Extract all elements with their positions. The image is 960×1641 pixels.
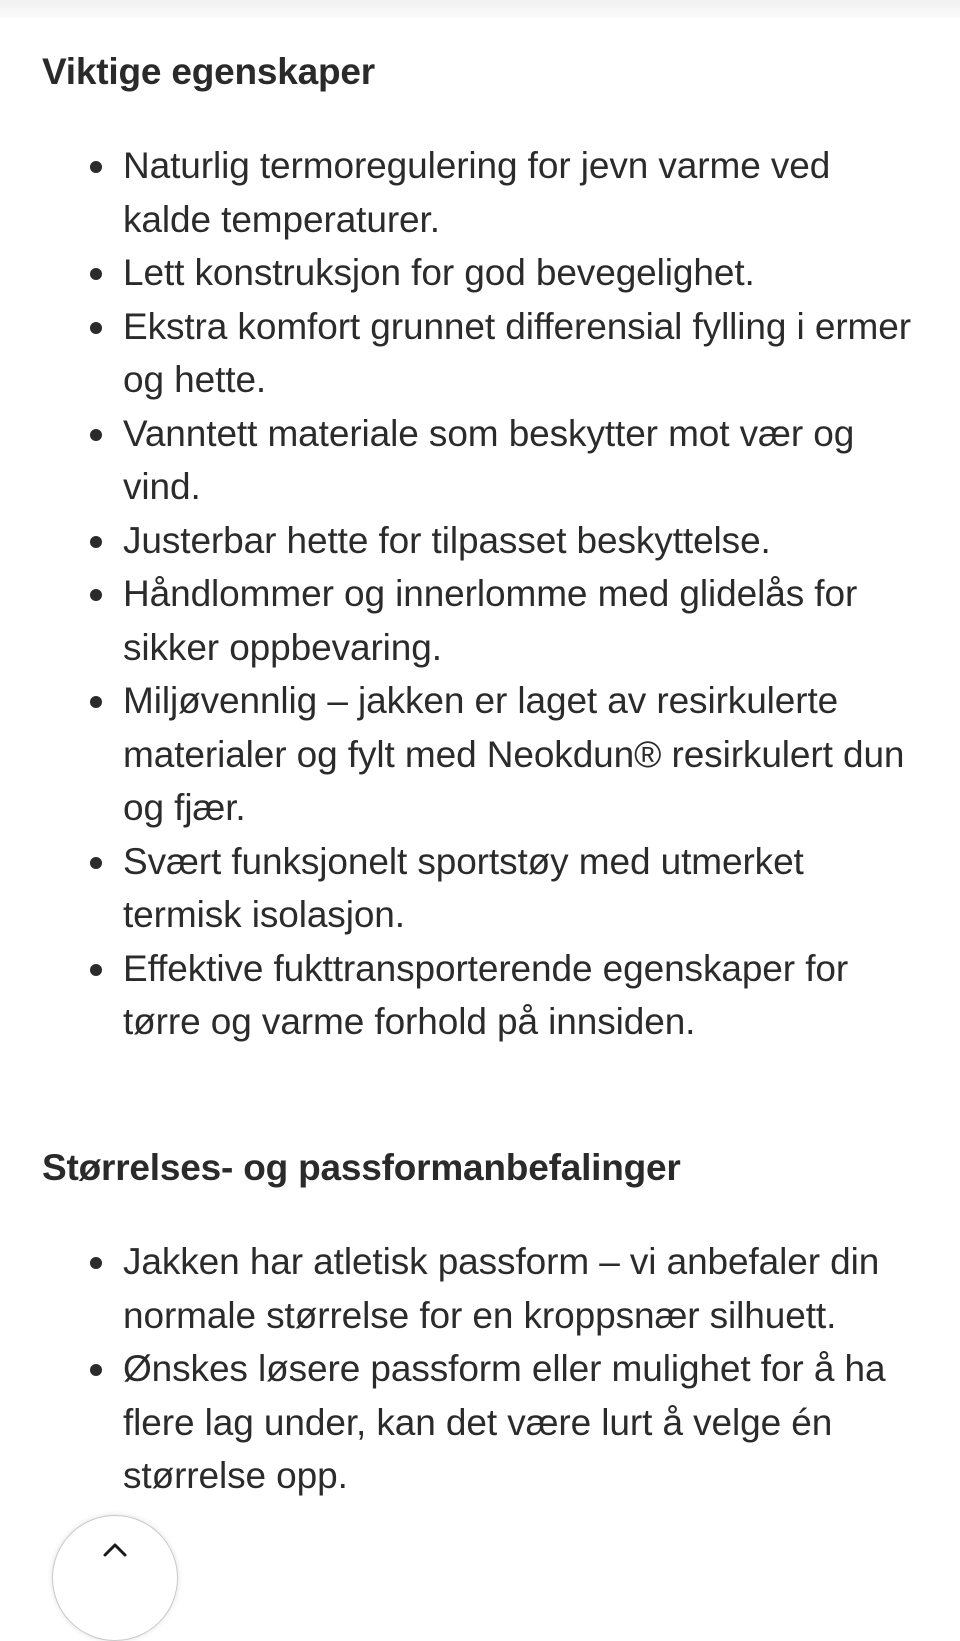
bullet-icon	[90, 429, 102, 441]
chevron-up-icon	[102, 1542, 128, 1558]
list-item: Effektive fukttransporterende egenskaper for tørre og varme forhold på innsiden.	[42, 942, 922, 1049]
top-content-edge	[0, 0, 960, 18]
list-item: Miljøvennlig – jakken er laget av resirkulerte materialer og fylt med Neokdun® resirkulert dun og fjær.	[42, 674, 922, 835]
list-item: Justerbar hette for tilpasset beskyttelse.	[42, 514, 922, 568]
bullet-icon	[90, 268, 102, 280]
bullet-icon	[90, 964, 102, 976]
bullet-icon	[90, 1364, 102, 1376]
list-item: Ekstra komfort grunnet differensial fylling i ermer og hette.	[42, 300, 922, 407]
bullet-icon	[90, 696, 102, 708]
list-item: Ønskes løsere passform eller mulighet for å ha flere lag under, kan det være lurt å velge én størrelse opp.	[42, 1342, 922, 1503]
list-item: Lett konstruksjon for god bevegelighet.	[42, 246, 922, 300]
features-list	[42, 139, 922, 1049]
bullet-icon	[90, 857, 102, 869]
list-item: Håndlommer og innerlomme med glidelås for sikker oppbevaring.	[42, 567, 922, 674]
list-item: Naturlig termoregulering for jevn varme ved kalde temperaturer.	[42, 139, 922, 246]
bullet-icon	[90, 1257, 102, 1269]
list-item: Vanntett materiale som beskytter mot vær og vind.	[42, 407, 922, 514]
sizing-list	[42, 1235, 922, 1503]
scroll-to-top-button[interactable]	[52, 1515, 178, 1641]
bullet-icon	[90, 536, 102, 548]
list-item: Svært funksjonelt sportstøy med utmerket termisk isolasjon.	[42, 835, 922, 942]
bullet-icon	[90, 322, 102, 334]
sizing-heading: Størrelses- og passformanbefalinger	[42, 1147, 681, 1188]
list-item: Jakken har atletisk passform – vi anbefaler din normale størrelse for en kroppsnær silhuett.	[42, 1235, 922, 1342]
bullet-icon	[90, 589, 102, 601]
features-heading: Viktige egenskaper	[42, 51, 375, 92]
bullet-icon	[90, 161, 102, 173]
